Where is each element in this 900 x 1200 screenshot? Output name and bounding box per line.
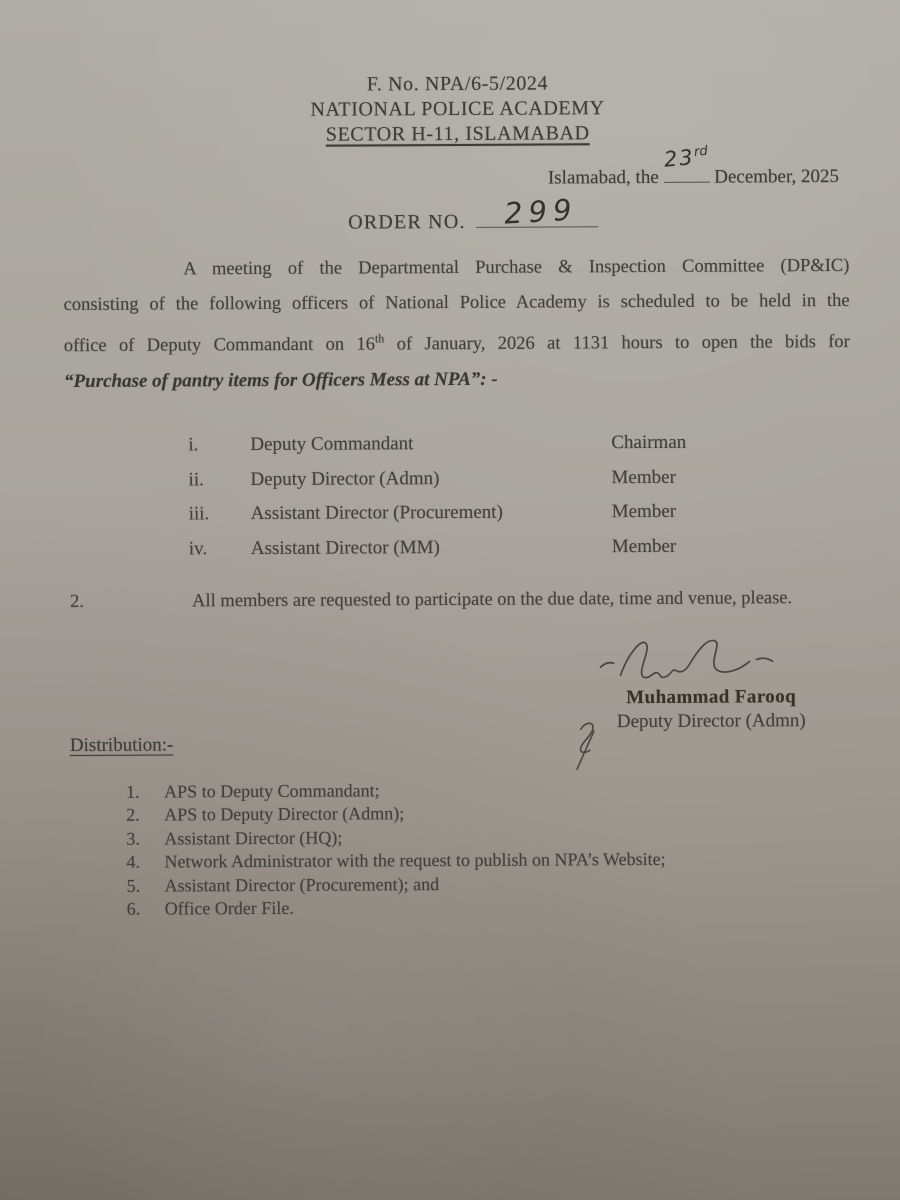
date-prefix: Islamabad, the (547, 166, 659, 189)
distribution-item (127, 895, 666, 921)
order-number-line (348, 192, 598, 234)
handwritten-order-number: 299 (502, 192, 579, 231)
signature-block (588, 628, 833, 733)
committee-row (64, 459, 850, 498)
organization-name: NATIONAL POLICE ACADEMY (310, 97, 605, 121)
paragraph-1-line-1: A meeting of the Departmental Purchase & Inspection Committee (DP&IC) (183, 255, 850, 280)
member-title: Assistant Director (MM) (250, 536, 440, 559)
paragraph-2-text: All members are requested to participate on the due date, time and venue, please. (192, 588, 793, 612)
signatory-name: Muhammad Farooq (626, 686, 797, 709)
item-number: 3. (126, 828, 140, 849)
paragraph-1-line-2: consisting of the following officers of National Police Academy is scheduled to be held in the (63, 290, 850, 316)
member-role: Member (611, 500, 677, 523)
member-title: Assistant Director (Procurement) (250, 501, 503, 525)
distribution-item (126, 848, 665, 874)
handwritten-initial-mark (567, 717, 609, 775)
item-text: APS to Deputy Director (Admn); (164, 803, 405, 825)
roman-numeral: ii. (188, 468, 204, 490)
distribution-list (126, 778, 666, 921)
organization-address: SECTOR H-11, ISLAMABAD (325, 122, 590, 146)
tender-subject: “Purchase of pantry items for Officers Mess at NPA”: - (63, 368, 498, 393)
item-text: Assistant Director (HQ); (164, 827, 343, 849)
item-text: Network Administrator with the request to publish on NPA’s Website; (164, 849, 666, 872)
member-role: Member (611, 535, 677, 557)
date-suffix: December, 2025 (714, 165, 840, 188)
committee-row (65, 494, 851, 533)
committee-row (65, 528, 851, 567)
item-number: 2. (126, 805, 140, 826)
item-text: Office Order File. (164, 897, 294, 919)
distribution-item (126, 825, 665, 851)
member-title: Deputy Director (Admn) (250, 467, 440, 490)
distribution-item (126, 801, 665, 827)
item-number: 1. (126, 781, 140, 802)
item-text: Assistant Director (Procurement); and (164, 873, 440, 896)
paragraph-1 (63, 249, 850, 399)
distribution-item (126, 778, 665, 804)
roman-numeral: iii. (188, 503, 210, 525)
handwritten-day: 23rd (662, 143, 709, 172)
roman-numeral: iv. (188, 537, 208, 559)
date-line (547, 143, 840, 190)
member-role: Chairman (611, 431, 687, 454)
paragraph-2-number: 2. (70, 591, 85, 612)
distribution-heading: Distribution:- (69, 734, 174, 757)
signatory-title: Deputy Director (Admn) (616, 710, 806, 733)
order-number-underline (476, 192, 598, 231)
member-title: Deputy Commandant (250, 433, 414, 456)
committee-row (64, 425, 850, 464)
item-number: 5. (126, 875, 141, 896)
item-number: 4. (126, 851, 141, 872)
signature-scribble (596, 630, 781, 686)
distribution-item (127, 872, 666, 898)
paragraph-1-line-3: office of Deputy Commandant on 16th of January, 2026 at 1131 hours to open the bids for (63, 331, 850, 357)
committee-list (64, 425, 851, 567)
roman-numeral: i. (188, 434, 199, 456)
file-number: F. No. NPA/6-5/2024 (366, 72, 549, 96)
paragraph-2 (65, 586, 865, 612)
item-number: 6. (126, 898, 141, 919)
order-label: ORDER NO. (348, 210, 466, 234)
item-text: APS to Deputy Commandant; (164, 780, 380, 802)
member-role: Member (611, 466, 676, 488)
letterhead (14, 70, 900, 150)
